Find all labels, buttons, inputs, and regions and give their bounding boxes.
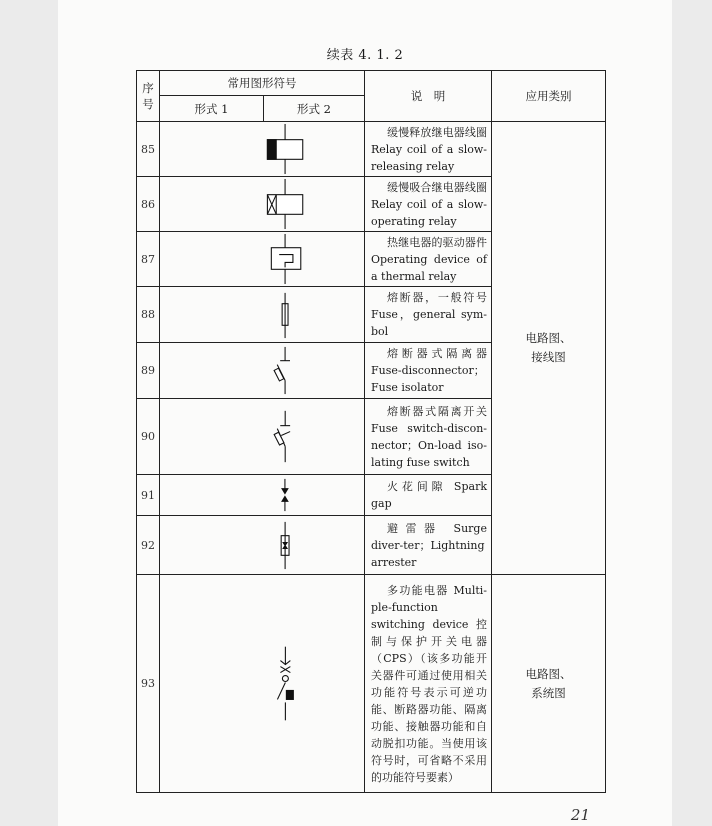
slow-releasing-relay-coil-icon [160,122,364,176]
row-number: 91 [137,475,160,516]
header-seq: 序 号 [137,71,160,122]
row-description: 热继电器的驱动器件 Operating device of a thermal relay [371,235,487,283]
row-description: 火花间隙 Spark gap [371,480,487,510]
row-description: 缓慢释放继电器线圈 Relay coil of a slow-releasing relay [371,125,487,173]
row-number: 86 [137,177,160,232]
row-number: 92 [137,516,160,575]
table-caption: 续表 4. 1. 2 [326,48,404,63]
row-description: 缓慢吸合继电器线圈 Relay coil of a slow-operating relay [371,180,487,228]
fuse-switch-disconnector-icon [160,399,364,474]
category-cell: 电路图、 系统图 [492,575,606,793]
row-number: 90 [137,399,160,475]
row-description: 避雷器 Surge diver-ter；Lightning arrester [371,521,487,569]
multi-function-switching-device-icon [160,575,364,792]
fuse-disconnector-icon [160,343,364,398]
page-number: 21 [570,806,590,824]
row-number: 93 [137,575,160,793]
symbol-table [136,70,606,793]
row-description: 熔断器式隔离器 Fuse-disconnector； Fuse isolator [371,347,487,394]
row-number: 87 [137,232,160,287]
row-description: 熔断器，一般符号 Fuse，general sym-bol [371,291,487,338]
row-number: 88 [137,287,160,343]
header-symbol-group: 常用图形符号 [160,71,365,96]
document-page [58,0,672,826]
header-form1: 形式 1 [160,96,264,122]
row-description: 多功能电器 Multi-ple-function switching device 控制与保护开关电器（CPS）（该多功能开关器件可通过使用相关功能符号表示可逆功能、断路器功能、隔离功能、接触器功能和自动脱扣功能。当使用该符号时，可省略不采用的功能符号要素） [371,583,487,784]
row-description: 熔断器式隔离开关 Fuse switch-discon-nector；On-load iso-lating fuse switch [371,404,487,469]
slow-operating-relay-coil-icon [160,177,364,231]
surge-diverter-icon [160,516,364,574]
thermal-relay-operating-device-icon [160,232,364,286]
header-category: 应用类别 [492,71,606,122]
category-cell: 电路图、 接线图 [492,122,606,575]
table-row [137,122,606,177]
fuse-icon [160,287,364,342]
row-number: 85 [137,122,160,177]
spark-gap-icon [160,475,364,515]
header-description: 说 明 [365,71,492,122]
table-row [137,575,606,793]
row-number: 89 [137,343,160,399]
header-form2: 形式 2 [264,96,365,122]
